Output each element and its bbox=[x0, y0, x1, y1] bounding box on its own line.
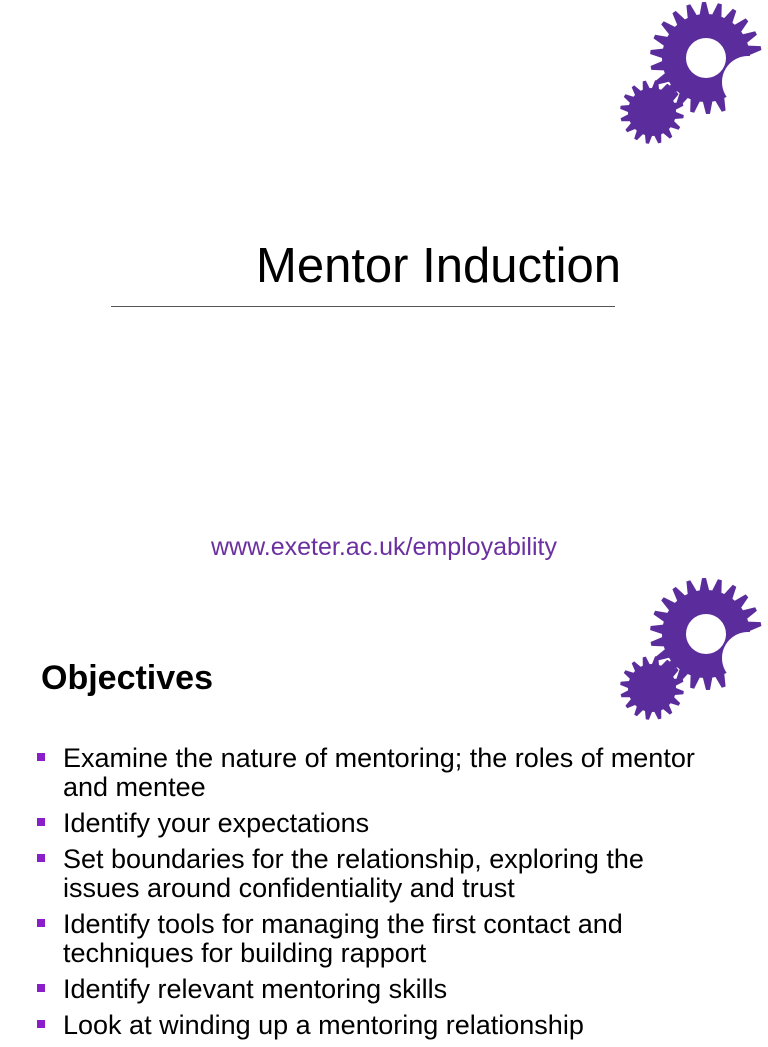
gears-icon bbox=[610, 578, 768, 726]
list-item-text: Identify tools for managing the first contact and techniques for building rapport bbox=[63, 909, 623, 968]
bullet-square-icon bbox=[37, 984, 45, 992]
list-item bbox=[0, 1011, 723, 1040]
bullet-square-icon bbox=[37, 919, 45, 927]
slide-title-text: Mentor Induction bbox=[256, 239, 621, 293]
list-item bbox=[0, 975, 723, 1004]
slide-objectives bbox=[0, 576, 768, 1040]
list-item-text: Look at winding up a mentoring relationship bbox=[63, 1010, 584, 1040]
list-item-text: Identify relevant mentoring skills bbox=[63, 974, 448, 1004]
bullet-square-icon bbox=[37, 854, 45, 862]
list-item bbox=[0, 845, 723, 903]
list-item-text: Identify your expectations bbox=[63, 808, 370, 838]
bullet-square-icon bbox=[37, 753, 45, 761]
bullet-square-icon bbox=[37, 1020, 45, 1028]
list-item bbox=[0, 910, 723, 968]
list-item-text: Set boundaries for the relationship, exploring the issues around confidentiality and trust bbox=[63, 844, 644, 903]
objectives-list bbox=[0, 744, 768, 1047]
bullet-square-icon bbox=[37, 818, 45, 826]
title-divider bbox=[111, 306, 615, 307]
objectives-heading: Objectives bbox=[41, 659, 213, 697]
list-item-text: Examine the nature of mentoring; the roles of mentor and mentee bbox=[63, 743, 695, 802]
list-item bbox=[0, 809, 723, 838]
list-item bbox=[0, 744, 723, 802]
employability-url-link[interactable]: www.exeter.ac.uk/employability bbox=[211, 533, 557, 561]
gears-icon bbox=[610, 2, 768, 150]
